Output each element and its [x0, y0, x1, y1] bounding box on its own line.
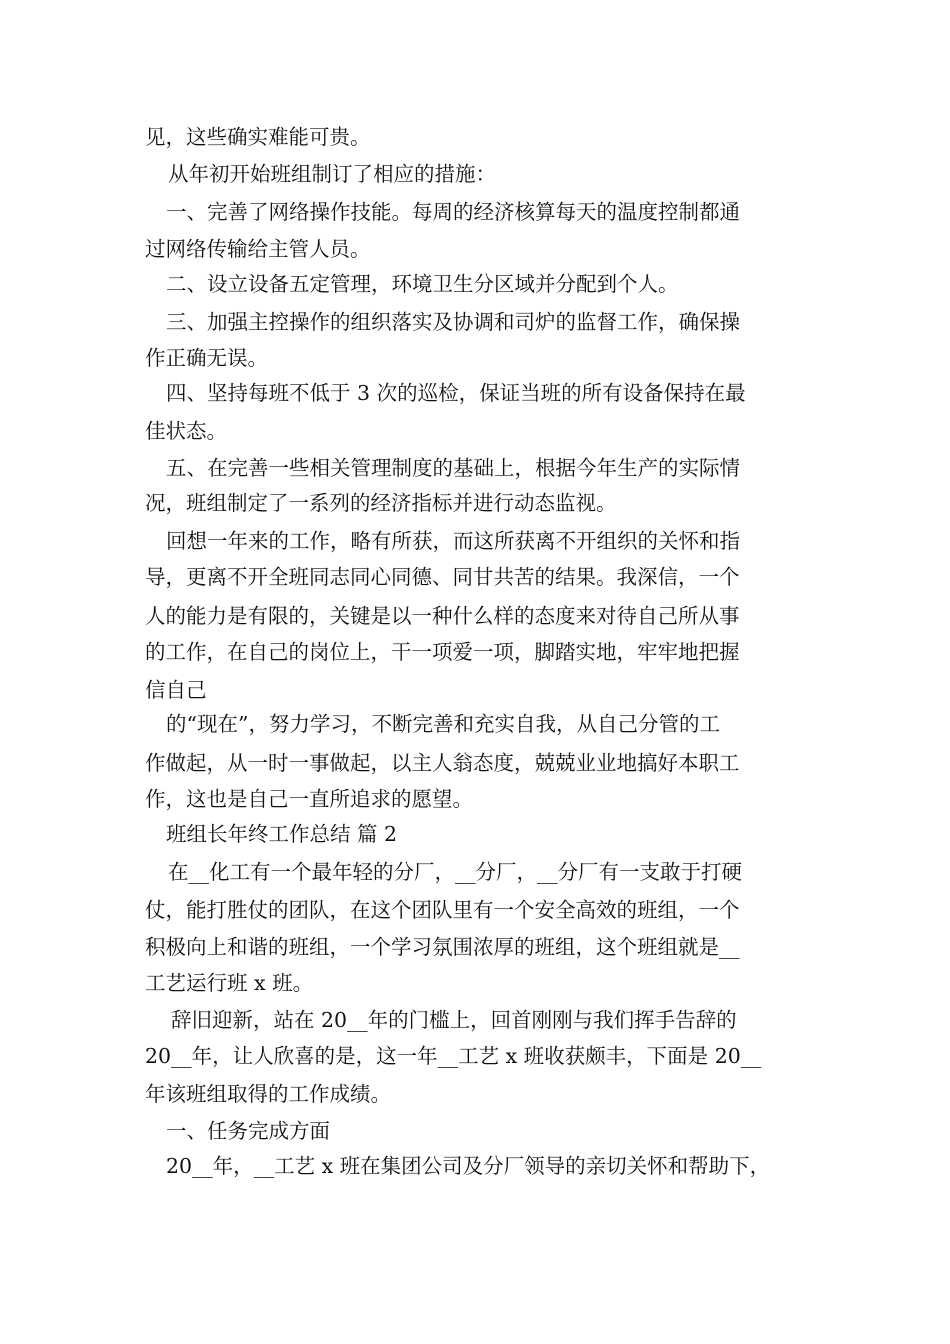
text-line: 在__化工有一个最年轻的分厂，__分厂，__分厂有一支敢于打硬: [168, 860, 742, 884]
section-heading: 班组长年终工作总结 篇 2: [166, 822, 398, 846]
text-line: 20__年，__工艺 x 班在集团公司及分厂领导的亲切关怀和帮助下，: [166, 1154, 771, 1178]
text-line: 见，这些确实难能可贵。: [145, 125, 371, 149]
text-line: 过网络传输给主管人员。: [145, 237, 371, 261]
text-line: 二、设立设备五定管理，环境卫生分区域并分配到个人。: [166, 272, 679, 296]
text-line: 佳状态。: [145, 419, 227, 443]
text-line: 作做起，从一时一事做起，以主人翁态度，兢兢业业地搞好本职工: [145, 751, 740, 775]
text-line: 仗，能打胜仗的团队，在这个团队里有一个安全高效的班组，一个: [145, 898, 740, 922]
text-line: 信自己: [145, 678, 207, 702]
text-line: 作正确无误。: [145, 346, 268, 370]
text-line: 回想一年来的工作，略有所获，而这所获离不开组织的关怀和指: [166, 529, 740, 553]
text-line: 一、任务完成方面: [166, 1119, 330, 1143]
text-line: 的工作，在自己的岗位上，干一项爱一项，脚踏实地，牢牢地把握: [145, 640, 740, 664]
text-line: 工艺运行班 x 班。: [145, 971, 314, 995]
text-line: 一、完善了网络操作技能。每周的经济核算每天的温度控制都通: [166, 200, 740, 224]
text-line: 四、坚持每班不低于 3 次的巡检，保证当班的所有设备保持在最: [166, 381, 746, 405]
text-line: 作，这也是自己一直所追求的愿望。: [145, 787, 473, 811]
text-line: 人的能力是有限的，关键是以一种什么样的态度来对待自己所从事: [145, 604, 740, 628]
text-line: 五、在完善一些相关管理制度的基础上，根据今年生产的实际情: [166, 456, 740, 480]
text-line: 从年初开始班组制订了相应的措施：: [168, 162, 496, 186]
text-line: 的“现在”，努力学习，不断完善和充实自我，从自己分管的工: [166, 712, 720, 736]
text-line: 三、加强主控操作的组织落实及协调和司炉的监督工作，确保操: [166, 310, 740, 334]
text-line: 积极向上和谐的班组，一个学习氛围浓厚的班组，这个班组就是__: [145, 935, 740, 959]
text-line: 况，班组制定了一系列的经济指标并进行动态监视。: [145, 491, 617, 515]
text-line: 年该班组取得的工作成绩。: [145, 1082, 391, 1106]
text-line: 20__年，让人欣喜的是，这一年__工艺 x 班收获颇丰，下面是 20__: [145, 1044, 762, 1068]
text-line: 辞旧迎新，站在 20__年的门槛上，回首刚刚与我们挥手告辞的: [171, 1008, 737, 1032]
text-line: 导，更离不开全班同志同心同德、同甘共苦的结果。我深信，一个: [145, 565, 740, 589]
